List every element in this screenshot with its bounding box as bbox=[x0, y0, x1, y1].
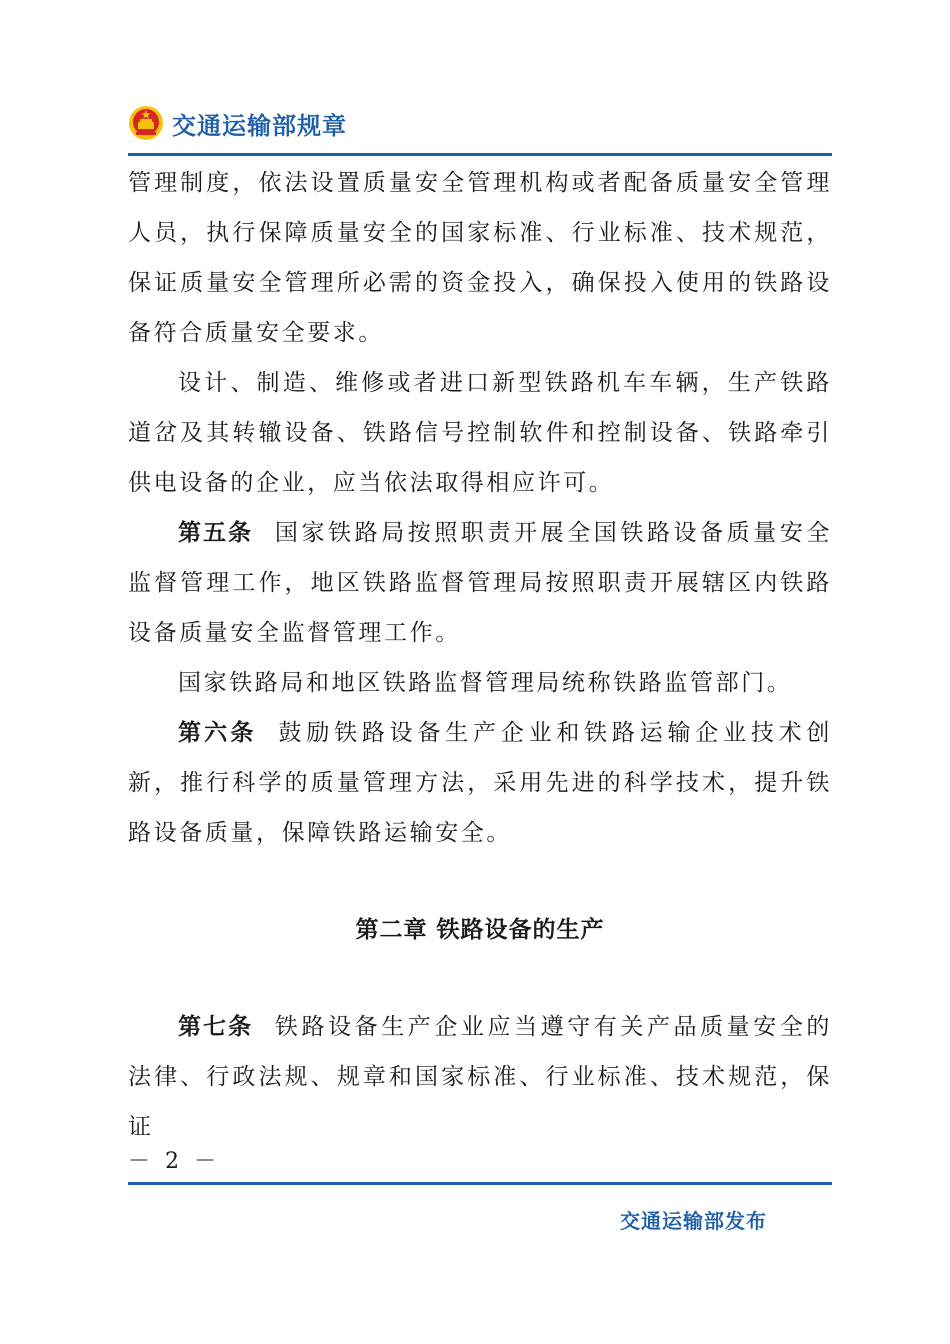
national-emblem-icon bbox=[128, 105, 164, 141]
document-body bbox=[128, 158, 832, 1152]
article-6 bbox=[128, 708, 832, 858]
paragraph-text: 鼓励铁路设备生产企业和铁路运输企业技术创新，推行科学的质量管理方法，采用先进的科学技术，提升铁路设备质量，保障铁路运输安全。 bbox=[128, 720, 833, 846]
paragraph bbox=[128, 658, 832, 708]
paragraph bbox=[128, 358, 832, 508]
paragraph-text: 国家铁路局和地区铁路监督管理局统称铁路监管部门。 bbox=[178, 670, 793, 696]
header-title: 交通运输部规章 bbox=[172, 111, 347, 140]
article-number: 第五条 bbox=[178, 520, 253, 546]
header-divider bbox=[128, 153, 832, 156]
footer-publisher: 交通运输部发布 bbox=[620, 1209, 767, 1233]
footer-divider bbox=[128, 1182, 832, 1185]
article-7 bbox=[128, 1002, 832, 1152]
paragraph-text: 国家铁路局按照职责开展全国铁路设备质量安全监督管理工作，地区铁路监督管理局按照职责开展辖区内铁路设备质量安全监督管理工作。 bbox=[128, 520, 832, 646]
page-header bbox=[128, 100, 347, 146]
paragraph-continued bbox=[128, 158, 832, 358]
paragraph-text: 铁路设备生产企业应当遵守有关产品质量安全的法律、行政法规、规章和国家标准、行业标准、技术规范，保证 bbox=[128, 1014, 832, 1140]
page-number: － 2 － bbox=[128, 1149, 220, 1174]
article-number: 第六条 bbox=[178, 720, 257, 746]
paragraph-text: 设计、制造、维修或者进口新型铁路机车车辆，生产铁路道岔及其转辙设备、铁路信号控制软件和控制设备、铁路牵引供电设备的企业，应当依法取得相应许可。 bbox=[128, 370, 832, 496]
chapter-heading: 第二章 铁路设备的生产 bbox=[355, 917, 605, 943]
article-5 bbox=[128, 508, 832, 658]
paragraph-text: 管理制度，依法设置质量安全管理机构或者配备质量安全管理人员，执行保障质量安全的国家标准、行业标准、技术规范，保证质量安全管理所必需的资金投入，确保投入使用的铁路设备符合质量安全要求。 bbox=[128, 170, 832, 346]
article-number: 第七条 bbox=[178, 1014, 253, 1040]
